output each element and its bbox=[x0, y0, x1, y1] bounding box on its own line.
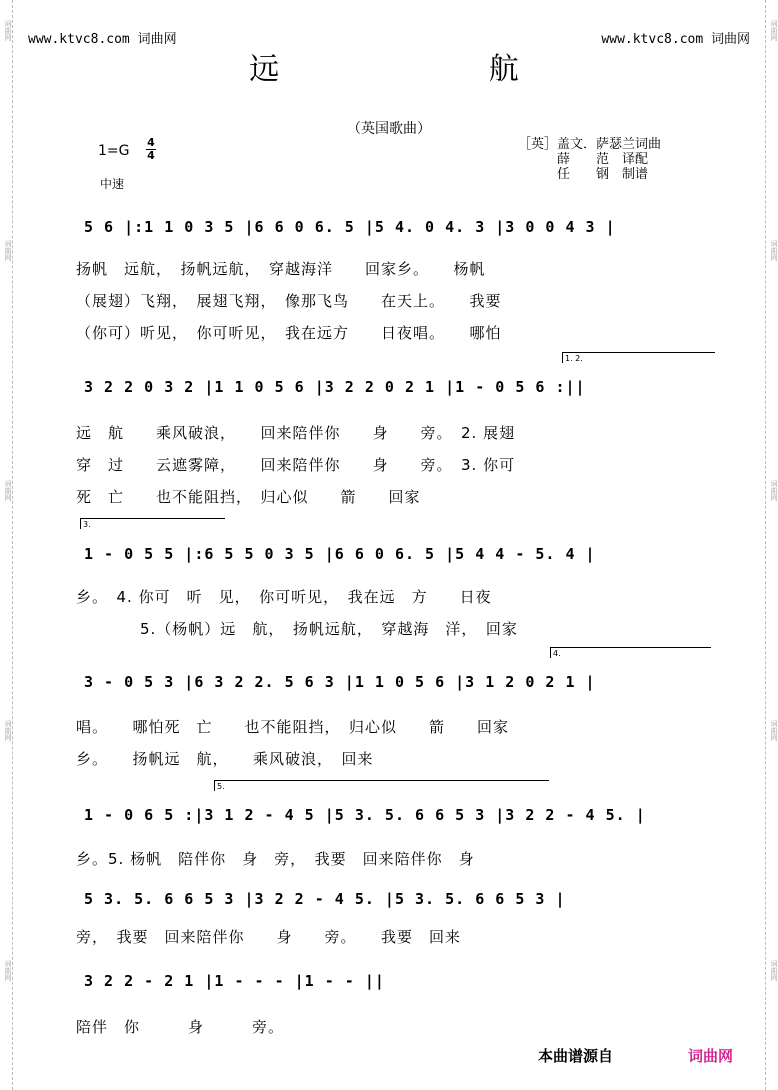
side-watermark: 词曲网 bbox=[770, 720, 778, 741]
lyric-line: 乡。5. 杨帆 陪伴你 身 旁， 我要 回来陪伴你 身 bbox=[76, 850, 475, 868]
side-watermark: 词曲网 bbox=[4, 240, 12, 261]
lyric-line: 扬帆 远航， 扬帆远航， 穿越海洋 回家乡。 杨帆 bbox=[76, 260, 486, 278]
score-row bbox=[80, 218, 730, 244]
notes: 1 - 0 5 5 |:6 5 5 0 3 5 |6 6 0 6. 5 |5 4 4 - 5. 4 | bbox=[84, 545, 596, 563]
lyric-line: 乡。 4. 你可 听 见， 你可听见， 我在远 方 日夜 bbox=[76, 588, 492, 606]
volta-label: 3. bbox=[83, 520, 91, 529]
lyric-line: 远 航 乘风破浪， 回来陪伴你 身 旁。 2. 展翅 bbox=[76, 424, 516, 442]
side-watermark: 词曲网 bbox=[770, 480, 778, 501]
lyric-line: （展翅）飞翔， 展翅飞翔， 像那飞鸟 在天上。 我要 bbox=[76, 292, 502, 310]
credit-line: 薛 范 译配 bbox=[518, 152, 649, 167]
side-watermark: 词曲网 bbox=[770, 240, 778, 261]
lyric-line: 死 亡 也不能阻挡， 归心似 箭 回家 bbox=[76, 488, 421, 506]
time-signature-top: 4 bbox=[147, 136, 155, 149]
side-watermark: 词曲网 bbox=[4, 960, 12, 981]
score-row bbox=[80, 806, 730, 832]
left-watermark-strip bbox=[0, 0, 13, 1090]
side-watermark: 词曲网 bbox=[770, 20, 778, 41]
volta-bracket bbox=[562, 352, 715, 363]
notes: 1 - 0 6 5 :|3 1 2 - 4 5 |5 3. 5. 6 6 5 3 |3 2 2 - 4 5. | bbox=[84, 806, 646, 824]
footer-source-link[interactable]: 词曲网 bbox=[688, 1047, 734, 1065]
volta-label: 4. bbox=[553, 649, 561, 658]
lyric-line: 旁， 我要 回来陪伴你 身 旁。 我要 回来 bbox=[76, 928, 462, 946]
credits bbox=[518, 137, 661, 182]
header-site-right[interactable]: www.ktvc8.com 词曲网 bbox=[601, 32, 750, 47]
lyric-line: 乡。 扬帆远 航， 乘风破浪， 回来 bbox=[76, 750, 374, 768]
volta-bracket bbox=[550, 647, 711, 658]
score-row bbox=[80, 378, 730, 404]
lyric-line: 穿 过 云遮雾障， 回来陪伴你 身 旁。 3. 你可 bbox=[76, 456, 516, 474]
lyric-line: 5.（杨帆）远 航， 扬帆远航， 穿越海 洋， 回家 bbox=[76, 620, 518, 638]
side-watermark: 词曲网 bbox=[4, 20, 12, 41]
credit-line: 任 钢 制谱 bbox=[518, 167, 649, 182]
side-watermark: 词曲网 bbox=[4, 480, 12, 501]
side-watermark: 词曲网 bbox=[4, 720, 12, 741]
footer-source-text: 本曲谱源自 bbox=[538, 1047, 614, 1065]
volta-label: 5. bbox=[217, 782, 225, 791]
notes: 3 2 2 0 3 2 |1 1 0 5 6 |3 2 2 0 2 1 |1 - 0 5 6 :|| bbox=[84, 378, 586, 396]
lyric-line: （你可）听见， 你可听见， 我在远方 日夜唱。 哪怕 bbox=[76, 324, 502, 342]
notes: 3 - 0 5 3 |6 3 2 2. 5 6 3 |1 1 0 5 6 |3 1 2 0 2 1 | bbox=[84, 673, 596, 691]
score-row bbox=[80, 545, 730, 571]
lyric-line: 唱。 哪怕死 亡 也不能阻挡， 归心似 箭 回家 bbox=[76, 718, 510, 736]
notes: 5 3. 5. 6 6 5 3 |3 2 2 - 4 5. |5 3. 5. 6 6 5 3 | bbox=[84, 890, 566, 908]
score-row bbox=[80, 673, 730, 699]
credit-line: ［英］盖文．萨瑟兰词曲 bbox=[518, 137, 662, 152]
song-subtitle: （英国歌曲） bbox=[347, 121, 431, 137]
volta-bracket bbox=[80, 518, 225, 529]
side-watermark: 词曲网 bbox=[770, 960, 778, 981]
right-watermark-strip bbox=[765, 0, 778, 1090]
tempo-marking: 中速 bbox=[100, 177, 125, 191]
header-site-left[interactable]: www.ktvc8.com 词曲网 bbox=[28, 32, 177, 47]
volta-label: 1. 2. bbox=[565, 354, 583, 363]
key-signature: 1=G bbox=[98, 143, 130, 159]
song-title: 远 航 bbox=[249, 52, 619, 87]
time-signature-bottom: 4 bbox=[147, 149, 155, 162]
score-row bbox=[80, 890, 730, 916]
notes: 5 6 |:1 1 0 3 5 |6 6 0 6. 5 |5 4. 0 4. 3 |3 0 0 4 3 | bbox=[84, 218, 616, 236]
notes: 3 2 2 - 2 1 |1 - - - |1 - - || bbox=[84, 972, 385, 990]
score-row bbox=[80, 972, 730, 998]
volta-bracket bbox=[214, 780, 549, 791]
lyric-line: 陪伴 你 身 旁。 bbox=[76, 1018, 285, 1036]
time-signature bbox=[146, 137, 156, 162]
